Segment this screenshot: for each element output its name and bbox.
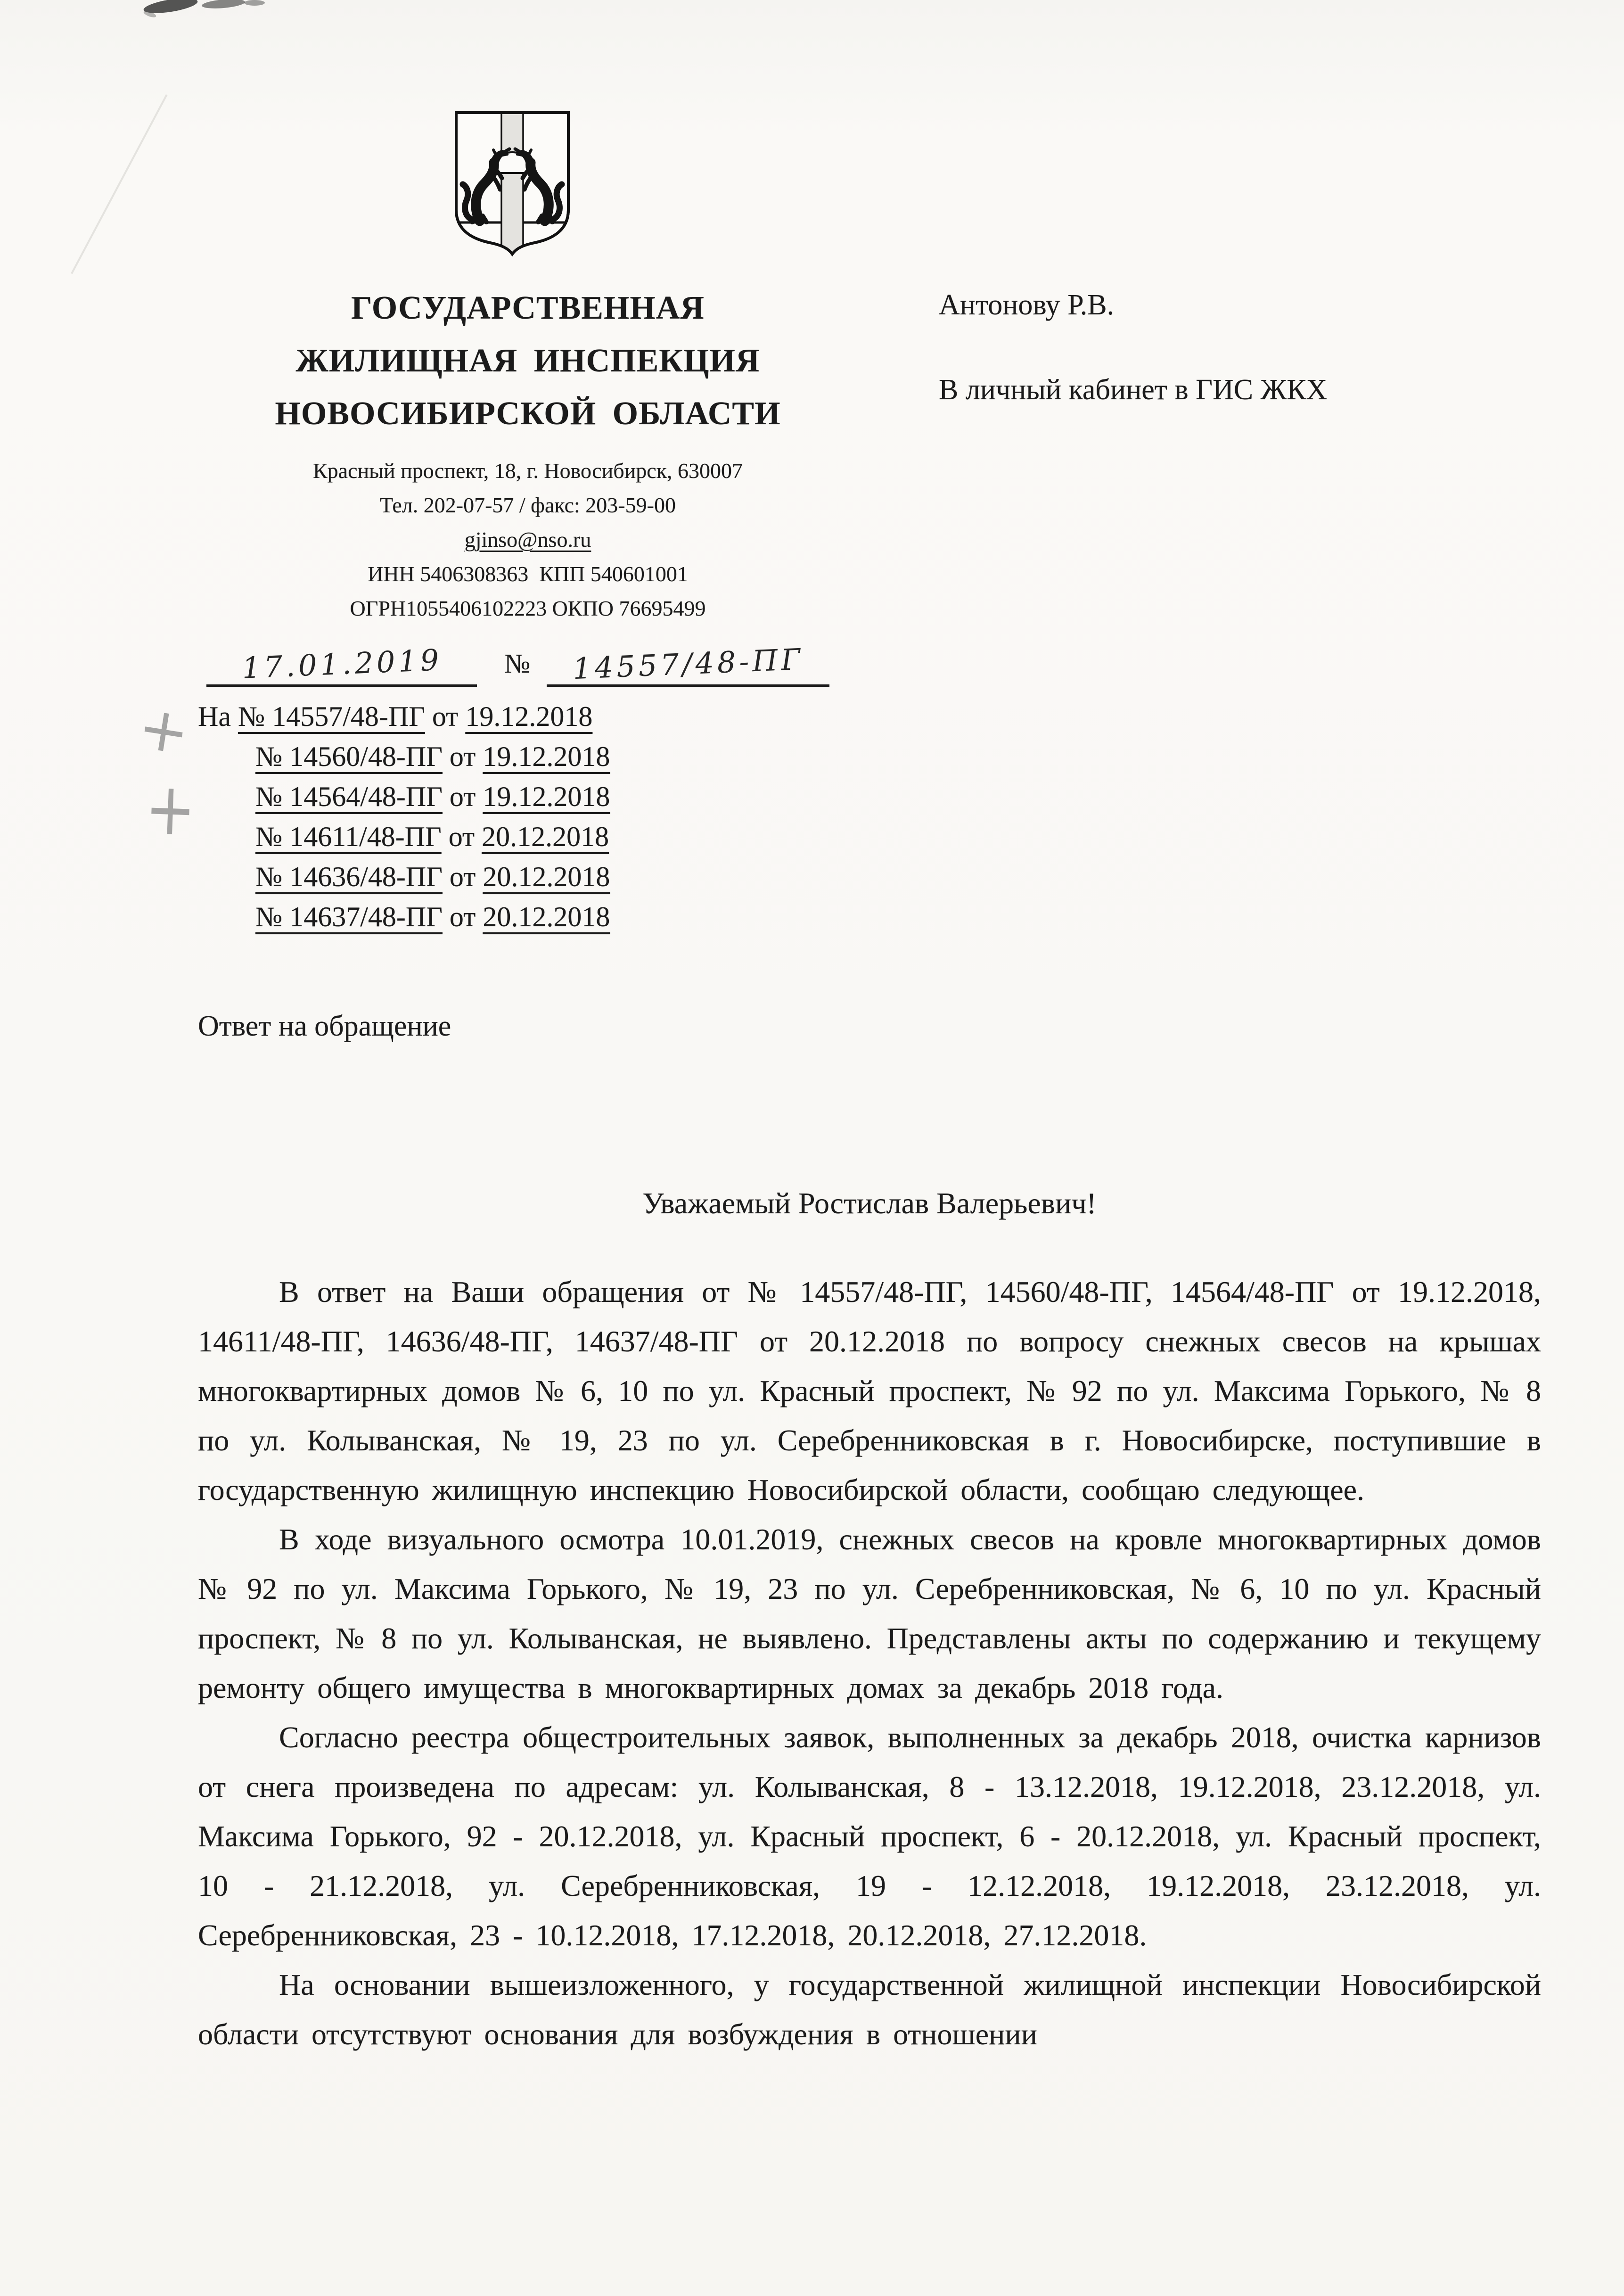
org-requisites-block	[198, 453, 858, 625]
pencil-plus-mark: +	[143, 766, 197, 853]
reference-row: № 14636/48-ПГ от 20.12.2018	[255, 861, 610, 892]
org-ogrn-okpo: ОГРН1055406102223 ОКПО 76695499	[350, 596, 706, 620]
outgoing-date-field	[206, 644, 477, 687]
recipient-delivery-method: В личный кабинет в ГИС ЖКХ	[939, 374, 1328, 406]
letter-body	[198, 1267, 1541, 2059]
outgoing-number-field	[547, 644, 829, 687]
outgoing-registration-line	[198, 644, 952, 696]
reference-row: № 14637/48-ПГ от 20.12.2018	[255, 901, 610, 932]
org-name-line: ЖИЛИЩНАЯ ИНСПЕКЦИЯ	[295, 343, 760, 379]
org-email: gjinso@nso.ru	[464, 527, 591, 551]
org-name-line: ГОСУДАРСТВЕННАЯ	[351, 290, 705, 326]
handwritten-number: 14557/48-ПГ	[572, 642, 804, 686]
body-paragraph: На основании вышеизложенного, у государственной жилищной инспекции Новосибирской области отсутствуют основания для возбуждения в отношении	[198, 1968, 1541, 2051]
reference-row: № 14564/48-ПГ от 19.12.2018	[255, 781, 610, 812]
org-name-line: НОВОСИБИРСКОЙ ОБЛАСТИ	[275, 395, 781, 432]
body-paragraph: В ответ на Ваши обращения от № 14557/48-ПГ, 14560/48-ПГ, 14564/48-ПГ от 19.12.2018, 14611/48-ПГ, 14636/48-ПГ, 14637/48-ПГ от 20.12.2018 по вопросу снежных свесов на крышах многоквартирных домов № 6, 10 по ул. Красный проспект, № 92 по ул. Максима Горького, № 8 по ул. Колыванская, № 19, 23 по ул. Серебренниковская в г. Новосибирске, поступившие в государственную жилищную инспекцию Новосибирской области, сообщаю следующее.	[198, 1275, 1541, 1506]
body-paragraph: В ходе визуального осмотра 10.01.2019, снежных свесов на кровле многоквартирных домов № 92 по ул. Максима Горького, № 19, 23 по ул. Серебренниковская, № 6, 10 по ул. Красный проспект, № 8 по ул. Колыванская, не выявлено. Представлены акты по содержанию и текущему ремонту общего имущества в многоквартирных домах за декабрь 2018 года.	[198, 1522, 1541, 1704]
incoming-references-list	[198, 697, 610, 937]
org-phone-line: Тел. 202-07-57 / факс: 203-59-00	[380, 493, 676, 517]
scan-smudge-artifact	[131, 0, 282, 30]
recipient-name: Антонову Р.В.	[939, 289, 1115, 321]
reference-row: На № 14557/48-ПГ от 19.12.2018	[198, 701, 593, 732]
org-address-line: Красный проспект, 18, г. Новосибирск, 630007	[312, 459, 743, 483]
reference-row: № 14560/48-ПГ от 19.12.2018	[255, 741, 610, 772]
body-paragraph: Согласно реестра общестроительных заявок, выполненных за декабрь 2018, очистка карнизов от снега произведена по адресам: ул. Колыванская, 8 - 13.12.2018, 19.12.2018, 23.12.2018, ул. Максима Горького, 92 - 20.12.2018, ул. Красный проспект, 6 - 20.12.2018, ул. Красный проспект, 10 - 21.12.2018, ул. Серебренниковская, 19 - 12.12.2018, 19.12.2018, 23.12.2018, ул. Серебренниковская, 23 - 10.12.2018, 17.12.2018, 20.12.2018, 27.12.2018.	[198, 1720, 1541, 1952]
pencil-plus-mark: +	[133, 691, 195, 769]
novosibirsk-oblast-coat-of-arms-icon	[453, 109, 571, 256]
subject-line: Ответ на обращение	[198, 1010, 451, 1042]
pencil-streak-artifact	[71, 94, 167, 274]
org-name-block	[198, 282, 858, 440]
reference-row: № 14611/48-ПГ от 20.12.2018	[255, 821, 609, 852]
salutation: Уважаемый Ростислав Валерьевич!	[642, 1186, 1097, 1220]
handwritten-date: 17.01.2019	[241, 642, 443, 685]
org-inn-kpp: ИНН 5406308363 КПП 540601001	[368, 562, 688, 586]
number-sign: №	[504, 648, 531, 679]
